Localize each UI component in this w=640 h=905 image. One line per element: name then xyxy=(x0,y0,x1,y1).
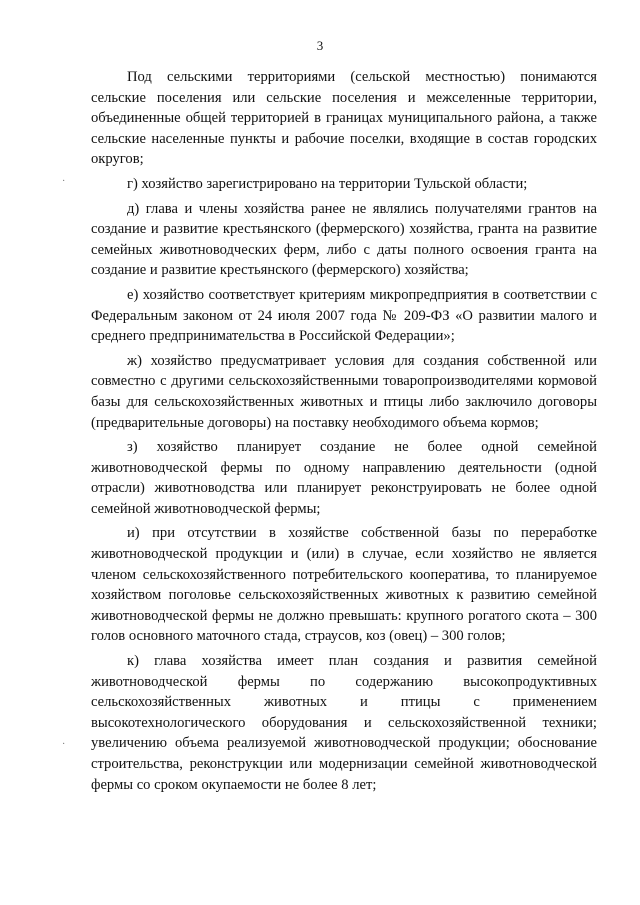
paragraph-item-z: з) хозяйство планирует создание не более одной семейной животноводческой фермы по одному направлению деятельности (одной отрасли) животноводства или планирует реконструировать не более одной семейной животноводческой фермы; xyxy=(91,439,597,517)
paragraph-rural-territories: Под сельскими территориями (сельской местностью) понимаются сельские поселения или сельские поселения и межселенные территории, объединенные общей территорией в границах муниципального района, а также сельские населенные пункты и рабочие поселки, входящие в состав городских округов; xyxy=(91,69,597,168)
paragraph-item-d: д) глава и члены хозяйства ранее не являлись получателями грантов на создание и развитие крестьянского (фермерского) хозяйства, гранта на развитие семейных животноводческих ферм, либо с даты полного освоения гранта на создание и развитие крестьянского (фермерского) хозяйства; xyxy=(91,200,597,279)
paragraph-item-e: е) хозяйство соответствует критериям микропредприятия в соответствии с Федеральным законом от 24 июля 2007 года № 209-ФЗ «О развитии малого и среднего предпринимательства в Российской Федерации»; xyxy=(91,286,597,345)
paragraph-item-i: и) при отсутствии в хозяйстве собственной базы по переработке животноводческой продукции и (или) в случае, если хозяйство не является членом сельскохозяйственного потребительского кооператива, то планируемое хозяйством поголовье сельскохозяйственных животных к развитию семейной животноводческой фермы не должно превышать: крупного рогатого скота – 300 голов основного маточного стада, страусов, коз (овец) – 300 голов; xyxy=(91,525,597,645)
paragraph-item-k: к) глава хозяйства имеет план создания и развития семейной животноводческой фермы по содержанию высокопродуктивных сельскохозяйственных животных и птицы с применением высокотехнологического оборудования и сельскохозяйственной техники; увеличению объема реализуемой животноводческой продукции; обоснование строительства, реконструкции или модернизации семейной животноводческой фермы со сроком окупаемости не более 8 лет; xyxy=(91,653,597,793)
margin-mark-1: · xyxy=(62,176,66,187)
margin-mark-2: · xyxy=(62,739,66,750)
paragraph-item-zh: ж) хозяйство предусматривает условия для создания собственной или совместно с другими сельскохозяйственными товаропроизводителями кормовой базы для сельскохозяйственных животных и птицы либо заключило договоры (предварительные договоры) на поставку необходимого объема кормов; xyxy=(91,352,597,431)
paragraph-item-g: г) хозяйство зарегистрировано на территории Тульской области; xyxy=(127,175,528,192)
document-body xyxy=(91,67,597,795)
page-number: 3 xyxy=(316,38,324,53)
